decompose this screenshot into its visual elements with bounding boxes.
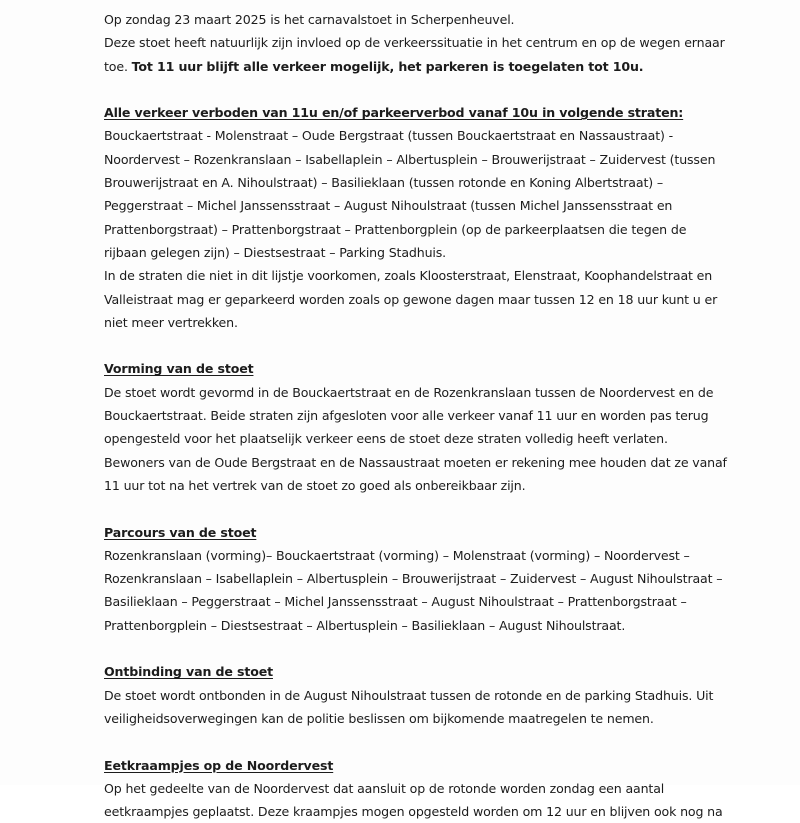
- heading-parcours: Parcours van de stoet: [104, 524, 257, 540]
- intro-line-3: [104, 55, 764, 78]
- intro-line-1: Op zondag 23 maart 2025 is het carnavalstoet in Scherpenheuvel.: [104, 12, 515, 27]
- verboden-line: Bouckaertstraat - Molenstraat – Oude Bergstraat (tussen Bouckaertstraat en Nassaustraat) -: [104, 128, 674, 144]
- verboden-line: Prattenborgstraat) – Prattenborgstraat – Prattenborgplein (op de parkeerplaatsen die tegen de: [104, 221, 687, 237]
- verboden-line: Brouwerijstraat en A. Nihoulstraat) – Basilieklaan (tussen rotonde en Koning Albertstraat) –: [104, 175, 663, 191]
- intro-line-3-prefix: toe.: [104, 58, 132, 74]
- ontbinding-line: veiligheidsoverwegingen kan de politie beslissen om bijkomende maatregelen te nemen.: [104, 710, 654, 726]
- parcours-line: Prattenborgplein – Diestsestraat – Albertusplein – Basilieklaan – August Nihoulstraat.: [104, 617, 626, 633]
- spacer: [104, 334, 764, 357]
- document-body: [104, 8, 764, 823]
- verboden-line: niet meer vertrekken.: [104, 314, 238, 330]
- vorming-line: 11 uur tot na het vertrek van de stoet zo goed als onbereikbaar zijn.: [104, 477, 526, 493]
- parcours-line: Rozenkranslaan – Isabellaplein – Albertusplein – Brouwerijstraat – Zuidervest – August Nihoulstraat –: [104, 571, 723, 587]
- eetkraampjes-line: eetkraampjes geplaatst. Deze kraampjes mogen opgesteld worden om 12 uur en blijven ook nog na: [104, 804, 723, 820]
- parcours-line: Basilieklaan – Peggerstraat – Michel Janssensstraat – August Nihoulstraat – Prattenborgstraat –: [104, 594, 687, 610]
- spacer: [104, 730, 764, 753]
- parcours-line: Rozenkranslaan (vorming)– Bouckaertstraat (vorming) – Molenstraat (vorming) – Noordervest –: [104, 547, 690, 563]
- spacer: [104, 637, 764, 660]
- verboden-line: Noordervest – Rozenkranslaan – Isabellaplein – Albertusplein – Brouwerijstraat – Zuidervest (tussen: [104, 151, 716, 167]
- heading-ontbinding: Ontbinding van de stoet: [104, 664, 273, 680]
- eetkraampjes-line: Op het gedeelte van de Noordervest dat aansluit op de rotonde worden zondag een aantal: [104, 780, 665, 796]
- verboden-line: Valleistraat mag er geparkeerd worden zoals op gewone dagen maar tussen 12 en 18 uur kunt u er: [104, 291, 718, 307]
- verboden-line: In de straten die niet in dit lijstje voorkomen, zoals Kloosterstraat, Elenstraat, Koophandelstraat en: [104, 268, 713, 284]
- vorming-line: opengesteld voor het plaatselijk verkeer eens de stoet deze straten volledig heeft verlaten.: [104, 431, 668, 447]
- vorming-line: De stoet wordt gevormd in de Bouckaertstraat en de Rozenkranslaan tussen de Noordervest en de: [104, 384, 714, 400]
- verboden-line: Peggerstraat – Michel Janssensstraat – August Nihoulstraat (tussen Michel Janssensstraat en: [104, 198, 673, 214]
- spacer: [104, 78, 764, 101]
- spacer: [104, 497, 764, 520]
- intro-bold-notice: Tot 11 uur blijft alle verkeer mogelijk, het parkeren is toegelaten tot 10u.: [131, 58, 644, 74]
- intro-line-2: Deze stoet heeft natuurlijk zijn invloed op de verkeerssituatie in het centrum en op de wegen ernaar: [104, 35, 725, 51]
- vorming-line: Bewoners van de Oude Bergstraat en de Nassaustraat moeten er rekening mee houden dat ze vanaf: [104, 454, 727, 470]
- verboden-line: rijbaan gelegen zijn) – Diestsestraat – Parking Stadhuis.: [104, 244, 447, 260]
- vorming-line: Bouckaertstraat. Beide straten zijn afgesloten voor alle verkeer vanaf 11 uur en worden pas terug: [104, 408, 709, 424]
- heading-eetkraampjes: Eetkraampjes op de Noordervest: [104, 757, 334, 773]
- ontbinding-line: De stoet wordt ontbonden in de August Nihoulstraat tussen de rotonde en de parking Stadhuis. Uit: [104, 687, 714, 703]
- heading-vorming: Vorming van de stoet: [104, 361, 254, 377]
- heading-verkeer-verboden: Alle verkeer verboden van 11u en/of parkeerverbod vanaf 10u in volgende straten:: [104, 105, 684, 121]
